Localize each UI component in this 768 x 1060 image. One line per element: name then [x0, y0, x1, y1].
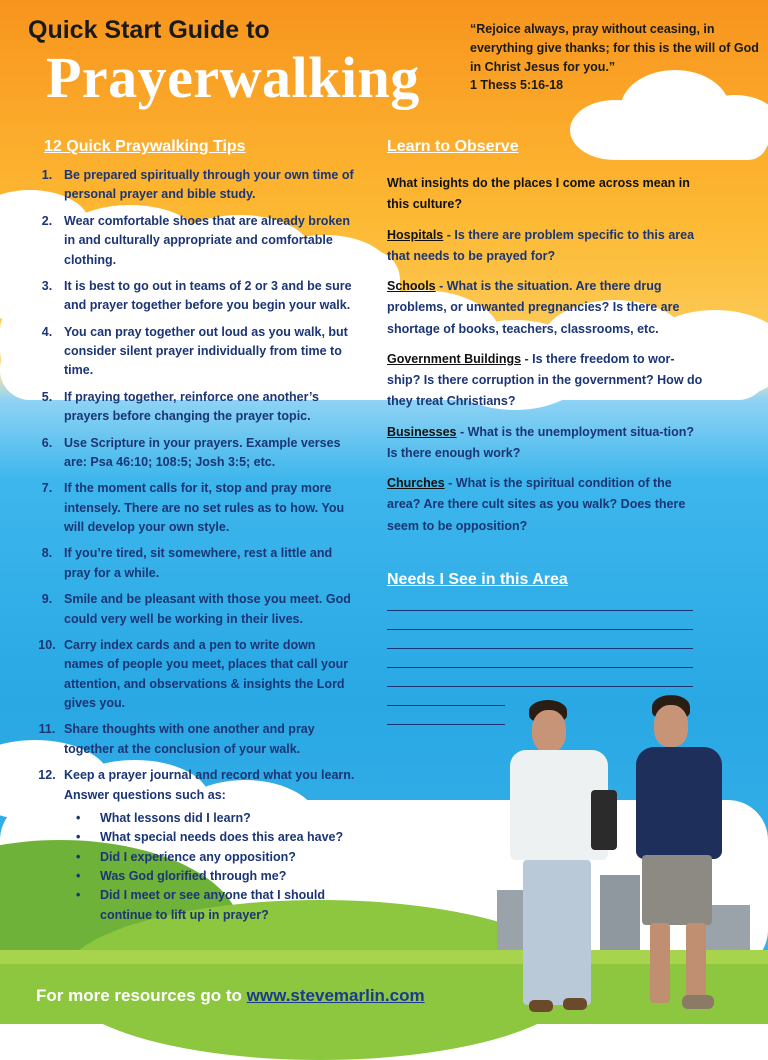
list-item: • Did I meet or see anyone that I should continue to lift up in prayer?: [76, 888, 326, 922]
writing-line: [387, 629, 693, 630]
list-item: 10. Carry index cards and a pen to write down names of people you meet, places that call your attention, and observations & insights the Lord gives you.: [38, 637, 349, 710]
needs-heading: Needs I See in this Area: [387, 571, 568, 588]
list-item: 3. It is best to go out in teams of 2 or 3 and be sure and prayer together before you begin your walk.: [41, 278, 352, 313]
list-item: 8. If you’re tired, sit somewhere, rest a little and pray for a while.: [41, 546, 333, 580]
writing-line: [387, 667, 693, 668]
list-item: • Was God glorified through me?: [76, 869, 287, 883]
observe-section: [387, 173, 707, 546]
list-item: 12. Keep a prayer journal and record what you learn. Answer questions such as: • What lessons did I learn? • What special needs does this area have? • Did I experience any opposition? • Was God glorified through me? • Did I meet or see anyone that I should continue to lift up in prayer?: [30, 766, 355, 925]
list-item: • What special needs does this area have?: [76, 830, 344, 845]
list-item: 7. If the moment calls for it, stop and pray more intensely. There are no set rules as to how. You will develop your own style.: [41, 481, 345, 534]
journal-questions: [30, 809, 355, 925]
list-item: 11. Share thoughts with one another and pray together at the conclusion of your walk.: [38, 722, 315, 756]
writing-line: [387, 724, 505, 725]
tips-heading: 12 Quick Praywalking Tips: [44, 138, 246, 155]
observe-item: Businesses - What is the unemployment situa-tion? Is there enough work?: [387, 424, 694, 460]
list-item: 9. Smile and be pleasant with those you meet. God could very well be working in their lives.: [41, 592, 351, 626]
list-item: 4. You can pray together out loud as you walk, but consider silent prayer individually from time to time.: [41, 324, 348, 378]
writing-line: [387, 648, 693, 649]
tips-list: [30, 166, 355, 925]
writing-line: [387, 686, 693, 687]
quote-text: “Rejoice always, pray without ceasing, in everything give thanks; for this is the will of God in Christ Jesus for you.”: [470, 22, 759, 74]
list-item: 2. Wear comfortable shoes that are already broken in and culturally appropriate and comfortable clothing.: [41, 213, 350, 267]
header-subtitle: Quick Start Guide to: [28, 16, 270, 44]
needs-writing-lines: [387, 610, 693, 743]
writing-line: [387, 705, 505, 706]
list-item: 1. Be prepared spiritually through your own time of personal prayer and bible study.: [41, 168, 354, 202]
scripture-quote: [470, 20, 760, 95]
list-item: • Did I experience any opposition?: [76, 849, 296, 864]
page-title: Prayerwalking: [46, 45, 420, 110]
observe-heading: Learn to Observe: [387, 138, 519, 155]
observe-item: Government Buildings - Is there freedom to wor-ship? Is there corruption in the government? How do they treat Christians?: [387, 351, 703, 409]
footer-text: For more resources go to: [36, 986, 247, 1005]
footer: [36, 986, 425, 1006]
quote-reference: 1 Thess 5:16-18: [470, 78, 564, 93]
observe-intro: What insights do the places I come across mean in this culture?: [387, 176, 690, 212]
observe-item: Churches - What is the spiritual condition of the area? Are there cult sites as you walk? Does there seem to be opposition?: [387, 476, 686, 533]
writing-line: [387, 610, 693, 611]
observe-item: Hospitals - Is there are problem specific to this area that needs to be prayed for?: [387, 227, 695, 263]
website-link[interactable]: www.stevemarlin.com: [246, 986, 425, 1005]
list-item: • What lessons did I learn?: [76, 810, 251, 825]
list-item: 6. Use Scripture in your prayers. Example verses are: Psa 46:10; 108:5; Josh 3:5; etc.: [41, 435, 341, 469]
observe-item: Schools - What is the situation. Are there drug problems, or unwanted pregnancies? Is there are shortage of books, teachers, classrooms, etc.: [387, 279, 680, 336]
list-item: 5. If praying together, reinforce one another’s prayers before changing the prayer topic.: [41, 389, 319, 424]
